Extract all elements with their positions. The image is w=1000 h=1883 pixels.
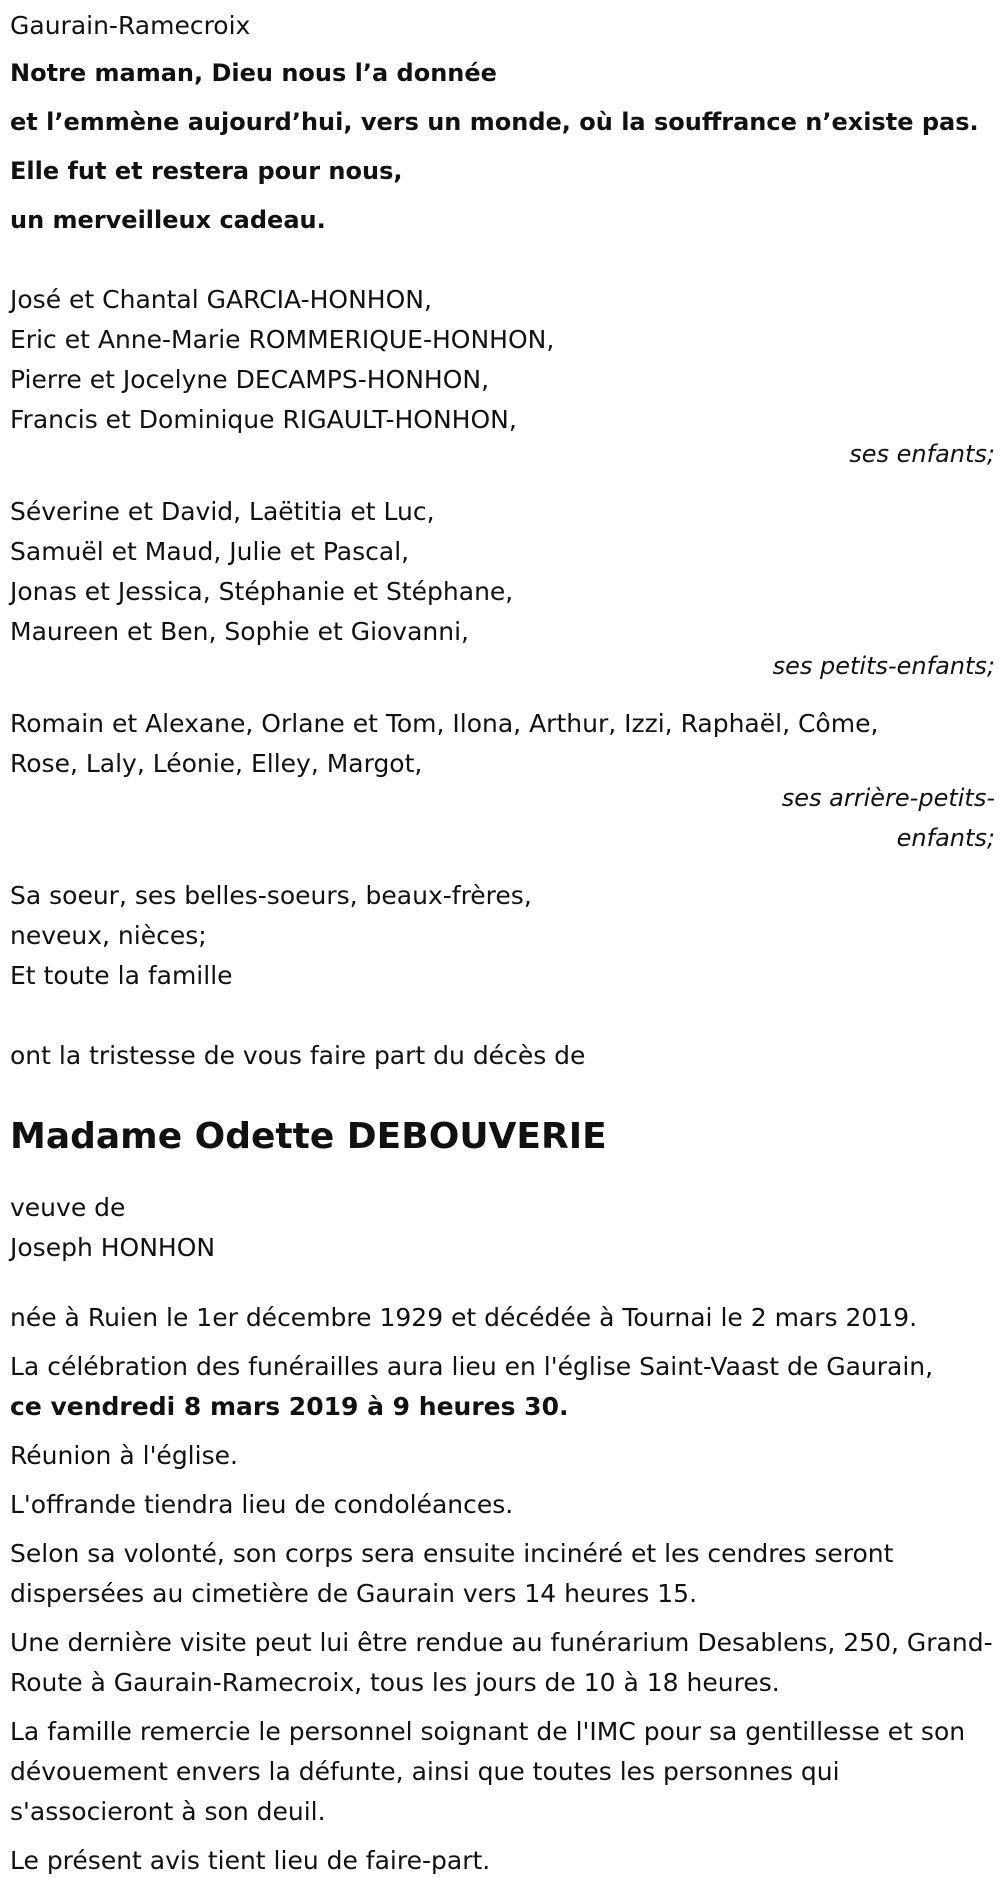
offering-text: L'offrande tiendra lieu de condoléances. — [10, 1490, 514, 1519]
birth-death-text: née à Ruien le 1er décembre 1929 et décédée à Tournai le 2 mars 2019. — [10, 1303, 918, 1332]
family-line: Séverine et David, Laëtitia et Luc, — [10, 497, 435, 526]
notice-text: Le présent avis tient lieu de faire-part. — [10, 1846, 491, 1875]
relation-label: ses enfants; — [849, 440, 995, 468]
poem-line: un merveilleux cadeau. — [10, 206, 326, 234]
location: Gaurain-Ramecroix — [10, 11, 251, 40]
family-line: José et Chantal GARCIA-HONHON, — [10, 285, 432, 314]
relation-label: ses petits-enfants; — [772, 652, 995, 680]
family-line: Pierre et Jocelyne DECAMPS-HONHON, — [10, 365, 490, 394]
widow-label: veuve de — [10, 1193, 126, 1222]
family-line: Maureen et Ben, Sophie et Giovanni, — [10, 617, 470, 646]
intro-section — [10, 0, 995, 240]
announcement-text: ont la tristesse de vous faire part du décès de — [10, 1041, 586, 1070]
funeral-text: La célébration des funérailles aura lieu en l'église Saint-Vaast de Gaurain, — [10, 1352, 934, 1381]
great-grandchildren-section — [10, 704, 995, 858]
family-line: Samuël et Maud, Julie et Pascal, — [10, 537, 410, 566]
funeral-paragraph — [10, 1347, 995, 1427]
family-line: Sa soeur, ses belles-soeurs, beaux-frères, — [10, 881, 532, 910]
spouse-name: Joseph HONHON — [10, 1233, 216, 1262]
relation-label: ses arrière-petits-enfants; — [781, 784, 995, 852]
family-line: Romain et Alexane, Orlane et Tom, Ilona, Arthur, Izzi, Raphaël, Côme, — [10, 709, 879, 738]
poem-line: Elle fut et restera pour nous, — [10, 157, 403, 185]
family-line: neveux, nièces; — [10, 921, 207, 950]
meeting-text: Réunion à l'église. — [10, 1441, 238, 1470]
thanks-text: La famille remercie le personnel soignant de l'IMC pour sa gentillesse et son dévouement envers la défunte, ainsi que toutes les personnes qui s'associeront à son deuil. — [10, 1717, 966, 1826]
extended-family-section — [10, 876, 995, 996]
family-line: Francis et Dominique RIGAULT-HONHON, — [10, 405, 517, 434]
family-line: Rose, Laly, Léonie, Elley, Margot, — [10, 749, 423, 778]
family-line: Eric et Anne-Marie ROMMERIQUE-HONHON, — [10, 325, 555, 354]
visit-text: Une dernière visite peut lui être rendue au funérarium Desablens, 250, Grand-Route à Gaurain-Ramecroix, tous les jours de 10 à 18 heures. — [10, 1628, 993, 1697]
cremation-text: Selon sa volonté, son corps sera ensuite incinéré et les cendres seront dispersées au cimetière de Gaurain vers 14 heures 15. — [10, 1539, 894, 1608]
grandchildren-section — [10, 492, 995, 686]
family-line: Et toute la famille — [10, 961, 233, 990]
children-section — [10, 280, 995, 474]
poem-line: et l’emmène aujourd’hui, vers un monde, où la souffrance n’existe pas. — [10, 108, 979, 136]
obituary-content — [10, 0, 995, 1881]
family-line: Jonas et Jessica, Stéphanie et Stéphane, — [10, 577, 514, 606]
poem-line: Notre maman, Dieu nous l’a donnée — [10, 59, 497, 87]
deceased-name: Madame Odette DEBOUVERIE — [10, 1116, 607, 1157]
funeral-date: ce vendredi 8 mars 2019 à 9 heures 30. — [10, 1392, 569, 1421]
widow-section — [10, 1188, 995, 1268]
details-section — [10, 1298, 995, 1881]
